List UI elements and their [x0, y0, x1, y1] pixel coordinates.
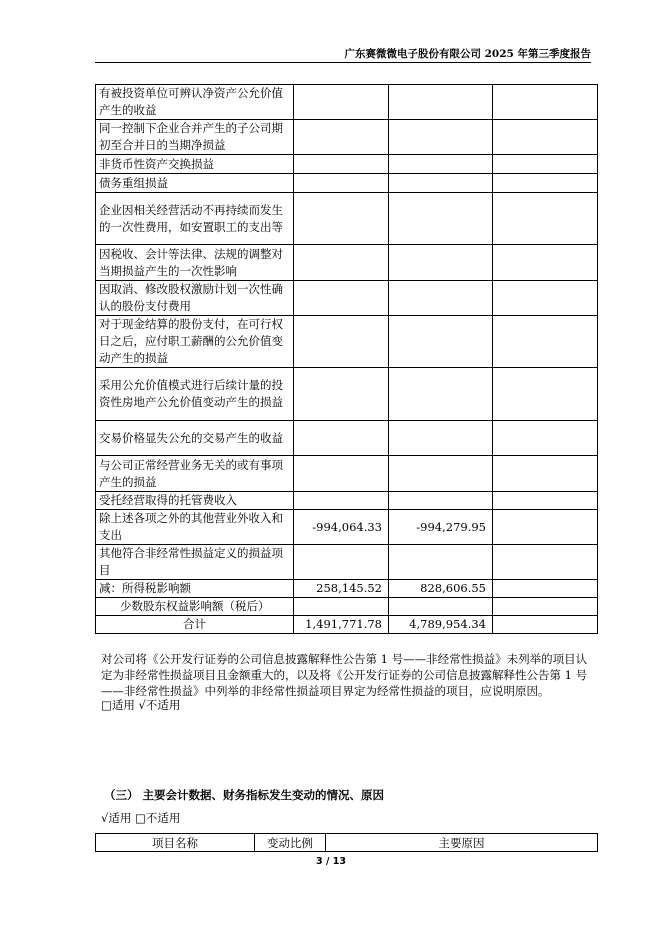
table-row [96, 368, 598, 421]
ytd-value [389, 456, 493, 492]
non-recurring-items-table [95, 84, 598, 634]
changes-table [95, 833, 598, 852]
item-label: 受托经营取得的托管费收入 [96, 492, 294, 510]
ytd-value: 4,789,954.34 [389, 616, 493, 634]
item-label: 因取消、修改股权激励计划一次性确认的股份支付费用 [96, 281, 294, 316]
table-row [96, 193, 598, 245]
table-row [96, 245, 598, 281]
note-cell [493, 85, 598, 120]
current-period-value [294, 456, 389, 492]
item-label: 非货币性资产交换损益 [96, 155, 294, 174]
note-cell [493, 316, 598, 368]
note-cell [493, 120, 598, 155]
item-label: 债务重组损益 [96, 174, 294, 193]
section-title: （三） 主要会计数据、财务指标发生变动的情况、原因 [104, 788, 385, 802]
table-row [96, 421, 598, 456]
ytd-value [389, 155, 493, 174]
ytd-value [389, 492, 493, 510]
column-header: 主要原因 [326, 834, 598, 852]
current-period-value [294, 120, 389, 155]
table-row [96, 155, 598, 174]
current-period-value [294, 421, 389, 456]
ytd-value [389, 281, 493, 316]
current-period-value: -994,064.33 [294, 510, 389, 545]
note-cell [493, 368, 598, 421]
ytd-value [389, 421, 493, 456]
item-label: 因税收、会计等法律、法规的调整对当期损益产生的一次性影响 [96, 245, 294, 281]
table-row [96, 492, 598, 510]
item-label: 交易价格显失公允的交易产生的收益 [96, 421, 294, 456]
table-row [96, 545, 598, 580]
ytd-value: -994,279.95 [389, 510, 493, 545]
current-period-value [294, 281, 389, 316]
note-cell [493, 580, 598, 598]
ytd-value [389, 174, 493, 193]
page-number: 3 / 13 [316, 856, 346, 867]
item-label: 少数股东权益影响额（税后） [96, 598, 294, 616]
table-row [96, 174, 598, 193]
item-label: 采用公允价值模式进行后续计量的投资性房地产公允价值变动产生的损益 [96, 368, 294, 421]
current-period-value [294, 598, 389, 616]
item-label: 同一控制下企业合并产生的子公司期初至合并日的当期净损益 [96, 120, 294, 155]
table-row [96, 580, 598, 598]
note-cell [493, 545, 598, 580]
note-cell [493, 174, 598, 193]
table-row [96, 456, 598, 492]
current-period-value [294, 85, 389, 120]
ytd-value [389, 368, 493, 421]
note-cell [493, 155, 598, 174]
table-row [96, 85, 598, 120]
current-period-value [294, 316, 389, 368]
ytd-value [389, 245, 493, 281]
ytd-value [389, 545, 493, 580]
header-divider [95, 62, 591, 63]
item-label: 与公司正常经营业务无关的或有事项产生的损益 [96, 456, 294, 492]
item-label: 除上述各项之外的其他营业外收入和支出 [96, 510, 294, 545]
current-period-value [294, 174, 389, 193]
current-period-value [294, 545, 389, 580]
table-row [96, 281, 598, 316]
applicability-check: □适用 √不适用 [101, 698, 181, 712]
ytd-value [389, 193, 493, 245]
ytd-value [389, 316, 493, 368]
item-label: 企业因相关经营活动不再持续而发生的一次性费用，如安置职工的支出等 [96, 193, 294, 245]
table-row [96, 120, 598, 155]
current-period-value: 258,145.52 [294, 580, 389, 598]
current-period-value: 1,491,771.78 [294, 616, 389, 634]
note-cell [493, 510, 598, 545]
note-cell [493, 616, 598, 634]
ytd-value [389, 598, 493, 616]
total-label: 合计 [96, 616, 294, 634]
item-label: 其他符合非经常性损益定义的损益项目 [96, 545, 294, 580]
note-cell [493, 456, 598, 492]
disclosure-note: 对公司将《公开发行证券的公司信息披露解释性公告第 1 号——非经常性损益》未列举的项目认定为非经常性损益项目且金额重大的，以及将《公开发行证券的公司信息披露解释性公告第 1 号——非经常性损益》中列举的非经常性损益项目界定为经常性损益的项目，应说明原因。 [101, 652, 588, 698]
current-period-value [294, 155, 389, 174]
table-row [96, 316, 598, 368]
report-header: 广东赛微微电子股份有限公司 2025 年第三季度报告 [344, 48, 591, 60]
note-cell [493, 245, 598, 281]
ytd-value [389, 85, 493, 120]
current-period-value [294, 492, 389, 510]
item-label: 减：所得税影响额 [96, 580, 294, 598]
current-period-value [294, 245, 389, 281]
current-period-value [294, 193, 389, 245]
table-row [96, 616, 598, 634]
column-header: 变动比例 [255, 834, 326, 852]
note-cell [493, 598, 598, 616]
applicability-check: √适用 □不适用 [101, 811, 181, 825]
note-cell [493, 492, 598, 510]
table-row [96, 510, 598, 545]
current-period-value [294, 368, 389, 421]
ytd-value: 828,606.55 [389, 580, 493, 598]
table-row [96, 598, 598, 616]
ytd-value [389, 120, 493, 155]
column-header: 项目名称 [96, 834, 255, 852]
note-cell [493, 421, 598, 456]
item-label: 有被投资单位可辨认净资产公允价值产生的收益 [96, 85, 294, 120]
note-cell [493, 193, 598, 245]
item-label: 对于现金结算的股份支付，在可行权日之后，应付职工薪酬的公允价值变动产生的损益 [96, 316, 294, 368]
note-cell [493, 281, 598, 316]
table-header-row [96, 834, 598, 852]
